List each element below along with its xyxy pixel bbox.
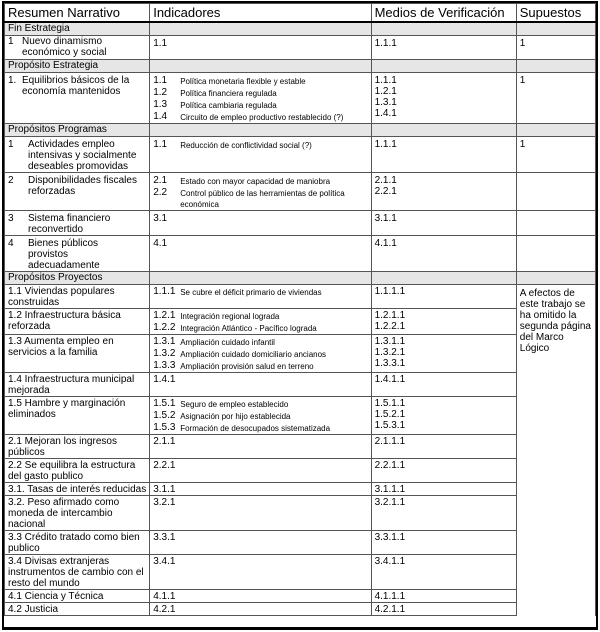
fin-row	[5, 36, 596, 60]
proyecto-row	[5, 603, 596, 616]
proyecto-text-cell	[5, 590, 150, 603]
verification-item: 1.3.1	[374, 97, 397, 108]
verification-item: 1.2.2.1	[374, 321, 406, 332]
verification-item: 4.1.1	[374, 238, 397, 249]
proyecto-med-cell	[371, 373, 516, 397]
verification-item: 1.1.1	[374, 139, 397, 150]
proyecto-text: Hambre y marginación eliminados	[8, 398, 126, 420]
verification-item: 2.2.1.1	[374, 460, 406, 471]
indicator-text: Control público de las herramientas de política económica	[180, 189, 345, 209]
indicator-item	[153, 348, 370, 360]
indicator-text: Política financiera regulada	[180, 89, 277, 98]
verification-item: 1.3.3.1	[374, 358, 406, 369]
proyecto-row	[5, 555, 596, 590]
programa-row	[5, 173, 596, 211]
proyecto-num: 1.2	[8, 310, 22, 321]
indicator-text	[180, 213, 370, 224]
proyecto-med-cell	[371, 459, 516, 483]
indicator-item	[153, 286, 370, 298]
header-resumen-narrativo: Resumen Narrativo	[5, 4, 150, 23]
indicator-text: Integración Atlántico - Pacífico lograda	[180, 324, 317, 333]
indicator-text: Circuito de empleo productivo restablecido (?)	[180, 113, 344, 122]
proyecto-med-cell	[371, 285, 516, 309]
verification-item: 1.5.3.1	[374, 420, 406, 431]
proyecto-text: Divisas extranjeras instrumentos de cambio con el resto del mundo	[8, 556, 144, 589]
logical-framework-table	[4, 3, 596, 616]
indicator-text	[180, 374, 370, 385]
indicator-code: 1.1.1	[153, 286, 176, 297]
proyecto-ind-cell	[150, 483, 371, 496]
proyecto-text: Infraestructura básica reforzada	[8, 310, 121, 332]
indicator-text: Estado con mayor capacidad de maniobra	[180, 177, 331, 186]
indicator-item	[153, 556, 370, 567]
proyecto-sup	[516, 531, 595, 555]
section-programas	[5, 124, 596, 137]
header-supuestos: Supuestos	[516, 4, 595, 23]
programa-row	[5, 137, 596, 173]
indicator-text: Asignación por hijo establecida	[180, 412, 291, 421]
indicator-item	[153, 99, 370, 111]
indicator-code: 1.4	[153, 111, 168, 122]
section-cell	[150, 272, 371, 285]
section-title: Propósito Estrategia	[5, 60, 150, 73]
programa-text-cell	[5, 211, 150, 236]
indicator-item	[153, 139, 370, 151]
proyecto-med-cell	[371, 483, 516, 496]
programa-row	[5, 236, 596, 272]
proyecto-text: Tasas de interés reducidas	[24, 484, 147, 495]
indicator-item	[153, 238, 370, 249]
proyecto-text-cell	[5, 373, 150, 397]
indicator-code: 2.2.1	[153, 460, 176, 471]
proyecto-text-cell	[5, 459, 150, 483]
proyecto-ind-cell	[150, 335, 371, 373]
fin-ind: 1.1	[150, 36, 371, 60]
programa-ind-cell	[150, 236, 371, 272]
proyecto-med-cell	[371, 590, 516, 603]
verification-item: 3.4.1.1	[374, 556, 406, 567]
programa-text: Bienes públicos provistos adecuadamente	[28, 238, 100, 271]
programa-text: Sistema financiero reconvertido	[28, 213, 111, 235]
proyecto-ind-cell	[150, 459, 371, 483]
proyecto-row	[5, 531, 596, 555]
indicator-text: Política cambiaria regulada	[180, 101, 277, 110]
proyecto-text-cell	[5, 309, 150, 335]
proyecto-text: Crédito tratado como bien publico	[8, 532, 140, 554]
proyecto-ind-cell	[150, 555, 371, 590]
proposito-text-cell	[5, 73, 150, 124]
indicator-text	[180, 460, 370, 471]
verification-item: 4.1.1.1	[374, 591, 406, 602]
proposito-num: 1.	[8, 75, 17, 86]
indicator-code: 1.3.3	[153, 360, 176, 371]
proyecto-text: Viviendas populares construidas	[8, 286, 115, 308]
proyecto-text: Aumenta empleo en servicios a la familia	[8, 336, 114, 358]
fin-text-cell	[5, 36, 150, 60]
indicator-code: 3.2.1	[153, 497, 176, 508]
programa-num: 4	[8, 238, 14, 249]
proyecto-num: 3.4	[8, 556, 22, 567]
programa-num: 2	[8, 175, 14, 186]
proyecto-ind-cell	[150, 309, 371, 335]
indicator-code: 1.1	[153, 139, 168, 150]
verification-item: 2.2.1	[374, 186, 397, 197]
programa-med-cell	[371, 211, 516, 236]
indicator-code: 1.2.2	[153, 322, 176, 333]
proyecto-num: 3.1.	[8, 484, 25, 495]
proyecto-ind-cell	[150, 531, 371, 555]
proyecto-row	[5, 373, 596, 397]
proyecto-text-cell	[5, 531, 150, 555]
proyecto-num: 2.1	[8, 436, 22, 447]
proposito-med-cell	[371, 73, 516, 124]
proyecto-ind-cell	[150, 590, 371, 603]
proyecto-med-cell	[371, 435, 516, 459]
programa-ind-cell	[150, 211, 371, 236]
proyecto-med-cell	[371, 309, 516, 335]
proyecto-sup	[516, 373, 595, 397]
indicator-text	[180, 604, 370, 615]
programa-sup	[516, 173, 595, 211]
indicator-item	[153, 604, 370, 615]
proyecto-sup	[516, 483, 595, 496]
proyecto-num: 4.1	[8, 591, 22, 602]
programa-sup	[516, 236, 595, 272]
indicator-code: 4.2.1	[153, 604, 176, 615]
proyecto-med-cell	[371, 335, 516, 373]
fin-num: 1	[8, 36, 14, 47]
programa-text-cell	[5, 173, 150, 211]
indicator-code: 3.1.1	[153, 484, 176, 495]
indicator-item	[153, 310, 370, 322]
proyecto-med-cell	[371, 531, 516, 555]
header-indicadores: Indicadores	[150, 4, 371, 23]
verification-item: 1.2.1	[374, 86, 397, 97]
programa-text-cell	[5, 236, 150, 272]
indicator-code: 1.5.3	[153, 422, 176, 433]
verification-item: 3.2.1.1	[374, 497, 406, 508]
proyecto-sup	[516, 555, 595, 590]
verification-item: 1.1.1.1	[374, 286, 406, 297]
proyecto-sup	[516, 496, 595, 531]
indicator-code: 1.3	[153, 99, 168, 110]
indicator-text: Se cubre el déficit primario de viviendas	[180, 288, 322, 297]
indicator-code: 1.4.1	[153, 374, 176, 385]
verification-item: 1.4.1	[374, 108, 397, 119]
programa-num: 1	[8, 139, 14, 150]
fin-sup: 1	[516, 36, 595, 60]
programa-text: Disponibilidades fiscales reforzadas	[28, 175, 137, 197]
indicator-item	[153, 175, 370, 187]
indicator-code: 3.1	[153, 213, 168, 224]
indicator-code: 1.2	[153, 87, 168, 98]
programa-med-cell	[371, 173, 516, 211]
proyecto-num: 3.3	[8, 532, 22, 543]
proyecto-med-cell	[371, 603, 516, 616]
indicator-code: 1.2.1	[153, 310, 176, 321]
indicator-text: Reducción de conflictividad social (?)	[180, 141, 312, 150]
programa-sup	[516, 211, 595, 236]
proyecto-text-cell	[5, 555, 150, 590]
verification-item: 2.1.1	[374, 175, 397, 186]
verification-item: 1.3.2.1	[374, 347, 406, 358]
fin-med: 1.1.1	[371, 36, 516, 60]
proyecto-med-cell	[371, 555, 516, 590]
proyecto-ind-cell	[150, 285, 371, 309]
proyecto-row	[5, 459, 596, 483]
indicator-code: 1.3.2	[153, 348, 176, 359]
verification-item: 3.3.1.1	[374, 532, 406, 543]
fin-text: Nuevo dinamismo económico y social	[22, 36, 107, 58]
proyecto-num: 1.1	[8, 286, 22, 297]
indicator-code: 3.4.1	[153, 556, 176, 567]
indicator-text: Política monetaria flexible y estable	[180, 77, 306, 86]
proyecto-med-cell	[371, 496, 516, 531]
proyecto-ind-cell	[150, 603, 371, 616]
indicator-item	[153, 187, 370, 210]
verification-item: 1.3.1.1	[374, 336, 406, 347]
proyecto-text-cell	[5, 483, 150, 496]
proposito-sup: 1	[516, 73, 595, 124]
indicator-code: 3.3.1	[153, 532, 176, 543]
indicator-item	[153, 213, 370, 224]
proyecto-num: 1.3	[8, 336, 22, 347]
verification-item: 1.4.1.1	[374, 374, 406, 385]
proposito-ind-cell	[150, 73, 371, 124]
programa-row	[5, 211, 596, 236]
section-cell	[516, 272, 595, 285]
proyecto-row	[5, 285, 596, 309]
indicator-text	[180, 238, 370, 249]
proyecto-text-cell	[5, 335, 150, 373]
proyecto-row	[5, 435, 596, 459]
proyecto-text: Ciencia y Técnica	[21, 591, 104, 602]
proyecto-text: Se equilibra la estructura del gasto publico	[8, 460, 136, 482]
proyecto-row	[5, 335, 596, 373]
indicator-text	[180, 556, 370, 567]
proyecto-ind-cell	[150, 373, 371, 397]
indicator-code: 1.3.1	[153, 336, 176, 347]
proposito-text: Equilibrios básicos de la economía mantenidos	[22, 75, 130, 97]
programa-med-cell	[371, 236, 516, 272]
programa-text-cell	[5, 137, 150, 173]
proyecto-row	[5, 590, 596, 603]
indicator-item	[153, 532, 370, 543]
indicator-item	[153, 497, 370, 508]
indicator-text: Integración regional lograda	[180, 312, 280, 321]
proyecto-text-cell	[5, 603, 150, 616]
programa-ind-cell	[150, 173, 371, 211]
indicator-text: Ampliación cuidado infantil	[180, 338, 275, 347]
proyecto-sup	[516, 459, 595, 483]
indicator-item	[153, 484, 370, 495]
proyecto-row	[5, 309, 596, 335]
proyecto-num: 3.2.	[8, 497, 25, 508]
proposito-row	[5, 73, 596, 124]
indicator-code: 2.1	[153, 175, 168, 186]
indicator-text	[180, 484, 370, 495]
proyecto-sup	[516, 603, 595, 616]
indicator-code: 1.5.2	[153, 410, 176, 421]
indicator-text: Formación de desocupados sistematizada	[180, 424, 331, 433]
supuestos-note: A efectos de este trabajo se ha omitido la segunda página del Marco Lógico	[516, 285, 595, 373]
section-title: Fin Estrategia	[5, 22, 150, 36]
proyecto-text-cell	[5, 285, 150, 309]
proyecto-sup	[516, 435, 595, 459]
proyecto-num: 1.4	[8, 374, 22, 385]
proyecto-row	[5, 397, 596, 435]
proyecto-text: Peso afirmado como moneda de intercambio nacional	[8, 497, 120, 530]
programa-ind-cell	[150, 137, 371, 173]
section-cell	[371, 272, 516, 285]
indicator-item	[153, 436, 370, 447]
indicator-item	[153, 360, 370, 372]
indicator-item	[153, 87, 370, 99]
indicator-code: 4.1	[153, 238, 168, 249]
programa-num: 3	[8, 213, 14, 224]
indicator-item	[153, 422, 370, 434]
section-proposito	[5, 60, 596, 73]
section-title: Propósitos Proyectos	[5, 272, 150, 285]
verification-item: 4.2.1.1	[374, 604, 406, 615]
proyecto-text-cell	[5, 496, 150, 531]
indicator-text: Ampliación provisión salud en terreno	[180, 362, 314, 371]
verification-item: 1.5.1.1	[374, 398, 406, 409]
indicator-text	[180, 436, 370, 447]
proyecto-row	[5, 483, 596, 496]
proyecto-num: 2.2	[8, 460, 22, 471]
verification-item: 3.1.1	[374, 213, 397, 224]
indicator-code: 4.1.1	[153, 591, 176, 602]
indicator-text	[180, 497, 370, 508]
indicator-code: 1.5.1	[153, 398, 176, 409]
verification-item: 1.1.1	[374, 75, 397, 86]
indicator-code: 1.1	[153, 75, 168, 86]
proyecto-ind-cell	[150, 435, 371, 459]
indicator-item	[153, 336, 370, 348]
section-proyectos	[5, 272, 596, 285]
proyecto-sup	[516, 590, 595, 603]
indicator-text: Ampliación cuidado domiciliario ancianos	[180, 350, 327, 359]
indicator-code: 2.2	[153, 187, 168, 198]
header-row	[5, 4, 596, 23]
indicator-item	[153, 322, 370, 334]
proyecto-text: Justicia	[21, 604, 59, 615]
proyecto-text-cell	[5, 397, 150, 435]
indicator-item	[153, 398, 370, 410]
indicator-item	[153, 460, 370, 471]
indicator-text	[180, 591, 370, 602]
programa-text: Actividades empleo intensivas y socialmente deseables promovidas	[28, 139, 137, 172]
verification-item: 3.1.1.1	[374, 484, 406, 495]
proyecto-ind-cell	[150, 496, 371, 531]
programa-sup: 1	[516, 137, 595, 173]
indicator-text: Seguro de empleo establecido	[180, 400, 289, 409]
proyecto-text: Mejoran los ingresos públicos	[8, 436, 117, 458]
indicator-item	[153, 111, 370, 123]
proyecto-text-cell	[5, 435, 150, 459]
indicator-item	[153, 374, 370, 385]
header-medios-verificacion: Medios de Verificación	[371, 4, 516, 23]
indicator-item	[153, 410, 370, 422]
verification-item: 1.2.1.1	[374, 310, 406, 321]
section-fin	[5, 22, 596, 36]
proyecto-ind-cell	[150, 397, 371, 435]
proyecto-row	[5, 496, 596, 531]
section-title: Propósitos Programas	[5, 124, 150, 137]
indicator-item	[153, 75, 370, 87]
proyecto-sup	[516, 397, 595, 435]
proyecto-num: 1.5	[8, 398, 22, 409]
verification-item: 1.5.2.1	[374, 409, 406, 420]
logical-framework-table-wrapper	[2, 1, 598, 630]
proyecto-num: 4.2	[8, 604, 22, 615]
proyecto-text: Infraestructura municipal mejorada	[8, 374, 135, 396]
indicator-text	[180, 532, 370, 543]
programa-med-cell	[371, 137, 516, 173]
verification-item: 2.1.1.1	[374, 436, 406, 447]
proyecto-med-cell	[371, 397, 516, 435]
indicator-code: 2.1.1	[153, 436, 176, 447]
indicator-item	[153, 591, 370, 602]
